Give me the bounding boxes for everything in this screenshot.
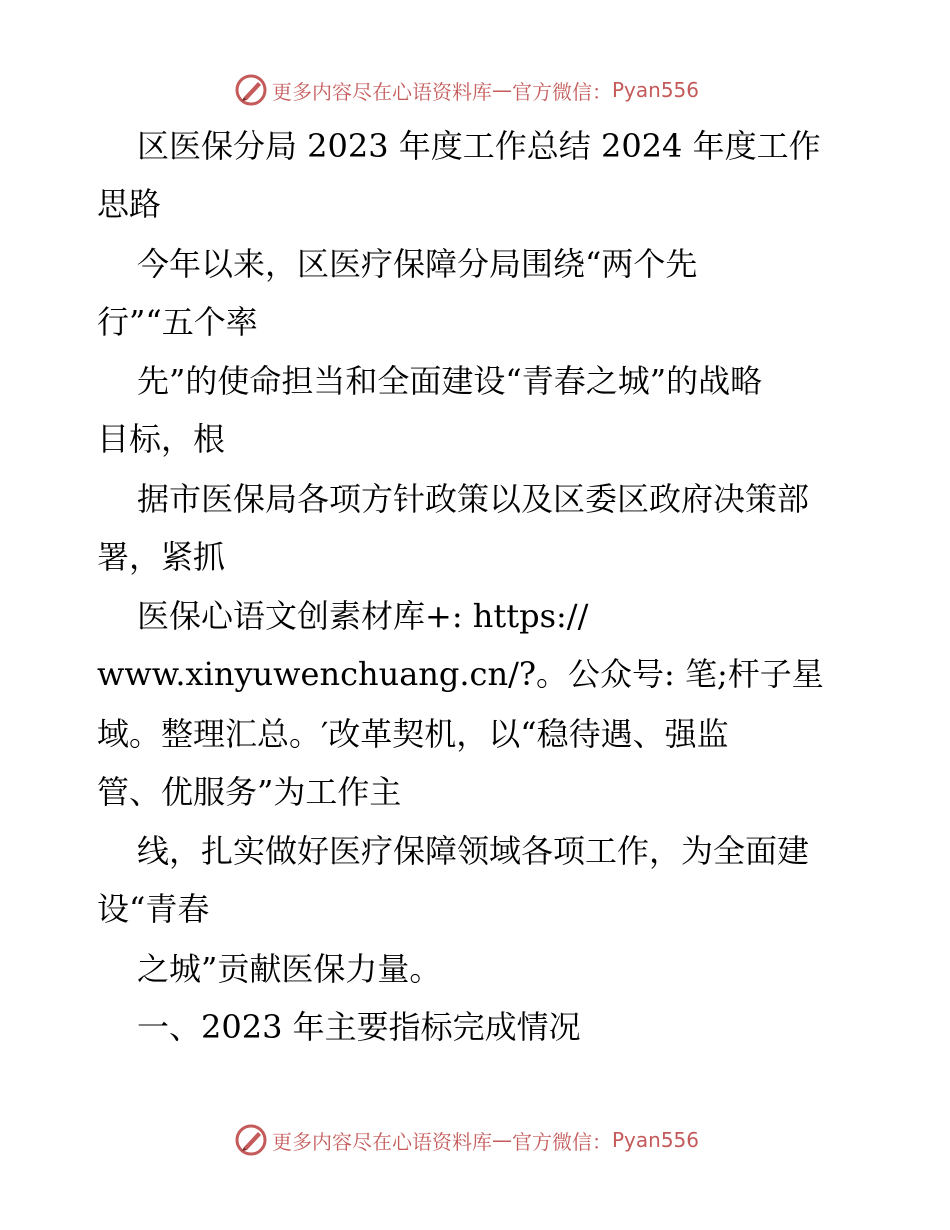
watermark-text: 更多内容尽在心语资料库 bbox=[272, 79, 492, 104]
footer-watermark bbox=[234, 1122, 699, 1158]
doc-line: 管、优服务”为工作主 bbox=[97, 773, 402, 811]
pen-logo-icon bbox=[234, 1123, 268, 1157]
watermark-label: 官方微信： bbox=[512, 1129, 612, 1154]
doc-line: 医保心语文创素材库+: https:// bbox=[137, 597, 589, 635]
watermark-dash: — bbox=[492, 78, 512, 102]
watermark-text: 更多内容尽在心语资料库 bbox=[272, 1129, 492, 1154]
doc-line: 据市医保局各项方针政策以及区委区政府决策部 bbox=[137, 480, 810, 518]
doc-line: 域。整理汇总。′改革契机，以“稳待遇、强监 bbox=[97, 715, 729, 753]
doc-line: www.xinyuwenchuang.cn/?。公众号: 笔;杆子星 bbox=[97, 655, 824, 693]
header-watermark bbox=[234, 72, 699, 108]
watermark-account: Pyan556 bbox=[612, 1128, 700, 1152]
doc-line: 先”的使命担当和全面建设“青春之城”的战略 bbox=[137, 362, 763, 400]
doc-line: 署，紧抓 bbox=[97, 538, 226, 576]
doc-line-title-1: 区医保分局 2023 年度工作总结 2024 年度工作 bbox=[137, 127, 821, 165]
doc-line: 行”“五个率 bbox=[97, 303, 258, 341]
watermark-dash: — bbox=[492, 1128, 512, 1152]
doc-line: 设“青春 bbox=[97, 890, 210, 928]
doc-line: 之城”贡献医保力量。 bbox=[137, 950, 442, 988]
section-heading: 一、2023 年主要指标完成情况 bbox=[137, 1008, 581, 1046]
pen-logo-icon bbox=[234, 73, 268, 107]
watermark-label: 官方微信： bbox=[512, 79, 612, 104]
doc-line-title-2: 思路 bbox=[97, 185, 162, 223]
doc-line: 目标，根 bbox=[97, 420, 226, 458]
doc-line: 线，扎实做好医疗保障领域各项工作，为全面建 bbox=[137, 832, 810, 870]
doc-line: 今年以来，区医疗保障分局围绕“两个先 bbox=[137, 245, 698, 283]
watermark-account: Pyan556 bbox=[612, 78, 700, 102]
